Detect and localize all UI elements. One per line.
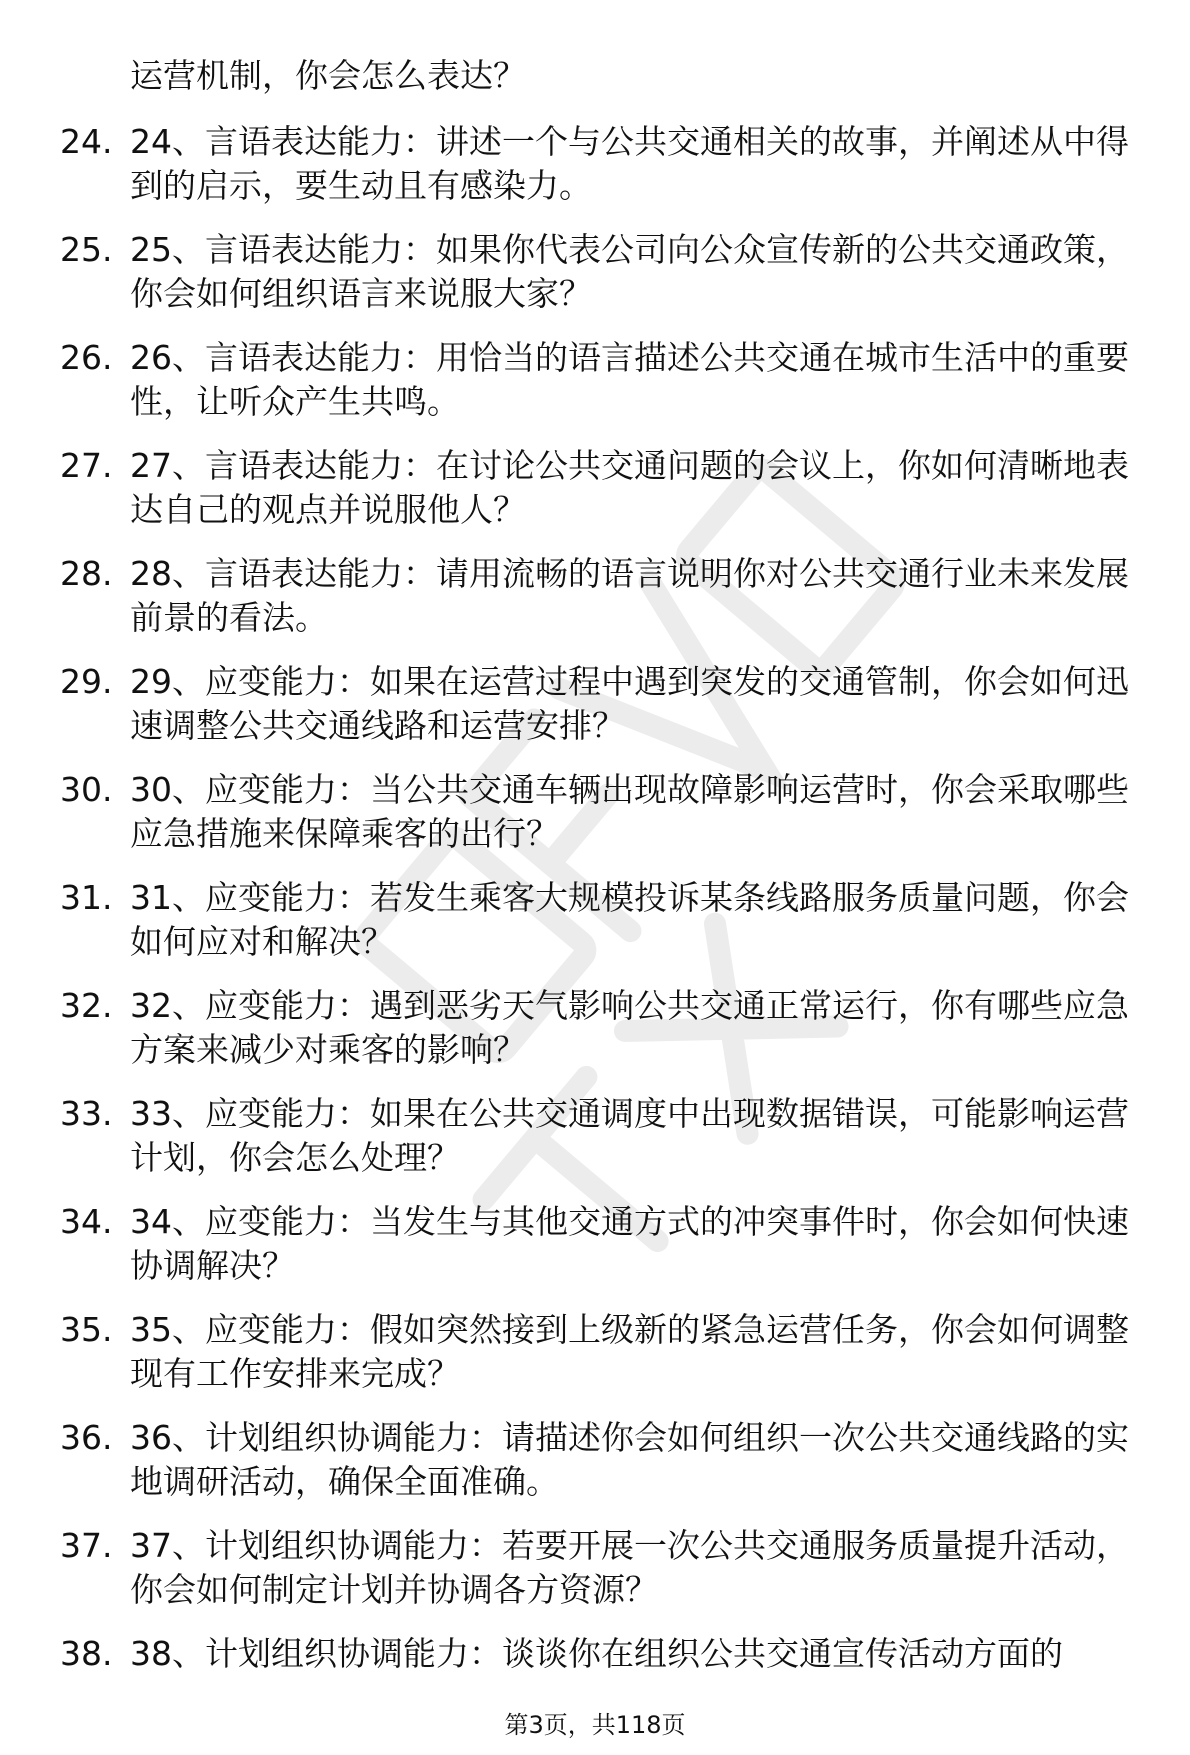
list-item: [60, 1308, 1150, 1396]
list-item: [60, 984, 1150, 1072]
item-text: 34、应变能力：当发生与其他交通方式的冲突事件时，你会如何快速协调解决？: [130, 1202, 1129, 1285]
item-text: 31、应变能力：若发生乘客大规模投诉某条线路服务质量问题，你会如何应对和解决？: [130, 878, 1129, 961]
item-text: 36、计划组织协调能力：请描述你会如何组织一次公共交通线路的实地调研活动，确保全面准确。: [130, 1418, 1129, 1501]
item-text: 37、计划组织协调能力：若要开展一次公共交通服务质量提升活动，你会如何制定计划并协调各方资源？: [130, 1526, 1129, 1609]
list-item: [60, 1416, 1150, 1504]
item-number: 35.: [60, 1310, 113, 1349]
list-item: [60, 1632, 1150, 1676]
item-text: 27、言语表达能力：在讨论公共交通问题的会议上，你如何清晰地表达自己的观点并说服他人？: [130, 446, 1129, 529]
item-number: 24.: [60, 122, 113, 161]
item-number: 33.: [60, 1094, 113, 1133]
item-text: 32、应变能力：遇到恶劣天气影响公共交通正常运行，你有哪些应急方案来减少对乘客的影响？: [130, 986, 1129, 1069]
item-number: 36.: [60, 1418, 113, 1457]
list-item: [60, 1200, 1150, 1288]
list-item: [60, 1524, 1150, 1612]
item-number: 34.: [60, 1202, 113, 1241]
item-number: 25.: [60, 230, 113, 269]
item-number: 29.: [60, 662, 113, 701]
list-item: [60, 336, 1150, 424]
item-number: 27.: [60, 446, 113, 485]
page-footer: 第3页，共118页: [504, 1711, 686, 1739]
list-item: [60, 876, 1150, 964]
item-text: 30、应变能力：当公共交通车辆出现故障影响运营时，你会采取哪些应急措施来保障乘客的出行？: [130, 770, 1129, 853]
list-item: [60, 552, 1150, 640]
list-item: [60, 120, 1150, 208]
item-number: 37.: [60, 1526, 113, 1565]
item-text: 35、应变能力：假如突然接到上级新的紧急运营任务，你会如何调整现有工作安排来完成？: [130, 1310, 1129, 1393]
item-text: 28、言语表达能力：请用流畅的语言说明你对公共交通行业未来发展前景的看法。: [130, 554, 1129, 637]
item-text: 25、言语表达能力：如果你代表公司向公众宣传新的公共交通政策，你会如何组织语言来说服大家？: [130, 230, 1129, 313]
item-text: 26、言语表达能力：用恰当的语言描述公共交通在城市生活中的重要性，让听众产生共鸣。: [130, 338, 1129, 421]
list-item: [60, 1092, 1150, 1180]
item-text: 38、计划组织协调能力：谈谈你在组织公共交通宣传活动方面的: [130, 1634, 1063, 1673]
list-item: [60, 228, 1150, 316]
list-item: [60, 444, 1150, 532]
item-text: 29、应变能力：如果在运营过程中遇到突发的交通管制，你会如何迅速调整公共交通线路和运营安排？: [130, 662, 1129, 745]
item-number: 26.: [60, 338, 113, 377]
item-number: 38.: [60, 1634, 113, 1673]
item-number: 30.: [60, 770, 113, 809]
question-list: [60, 120, 1150, 1696]
item-number: 32.: [60, 986, 113, 1025]
list-item: [60, 768, 1150, 856]
continuation-text: 运营机制，你会怎么表达？: [130, 56, 526, 95]
item-text: 33、应变能力：如果在公共交通调度中出现数据错误，可能影响运营计划，你会怎么处理？: [130, 1094, 1129, 1177]
item-number: 28.: [60, 554, 113, 593]
item-text: 24、言语表达能力：讲述一个与公共交通相关的故事，并阐述从中得到的启示，要生动且有感染力。: [130, 122, 1129, 205]
item-number: 31.: [60, 878, 113, 917]
list-item: [60, 660, 1150, 748]
